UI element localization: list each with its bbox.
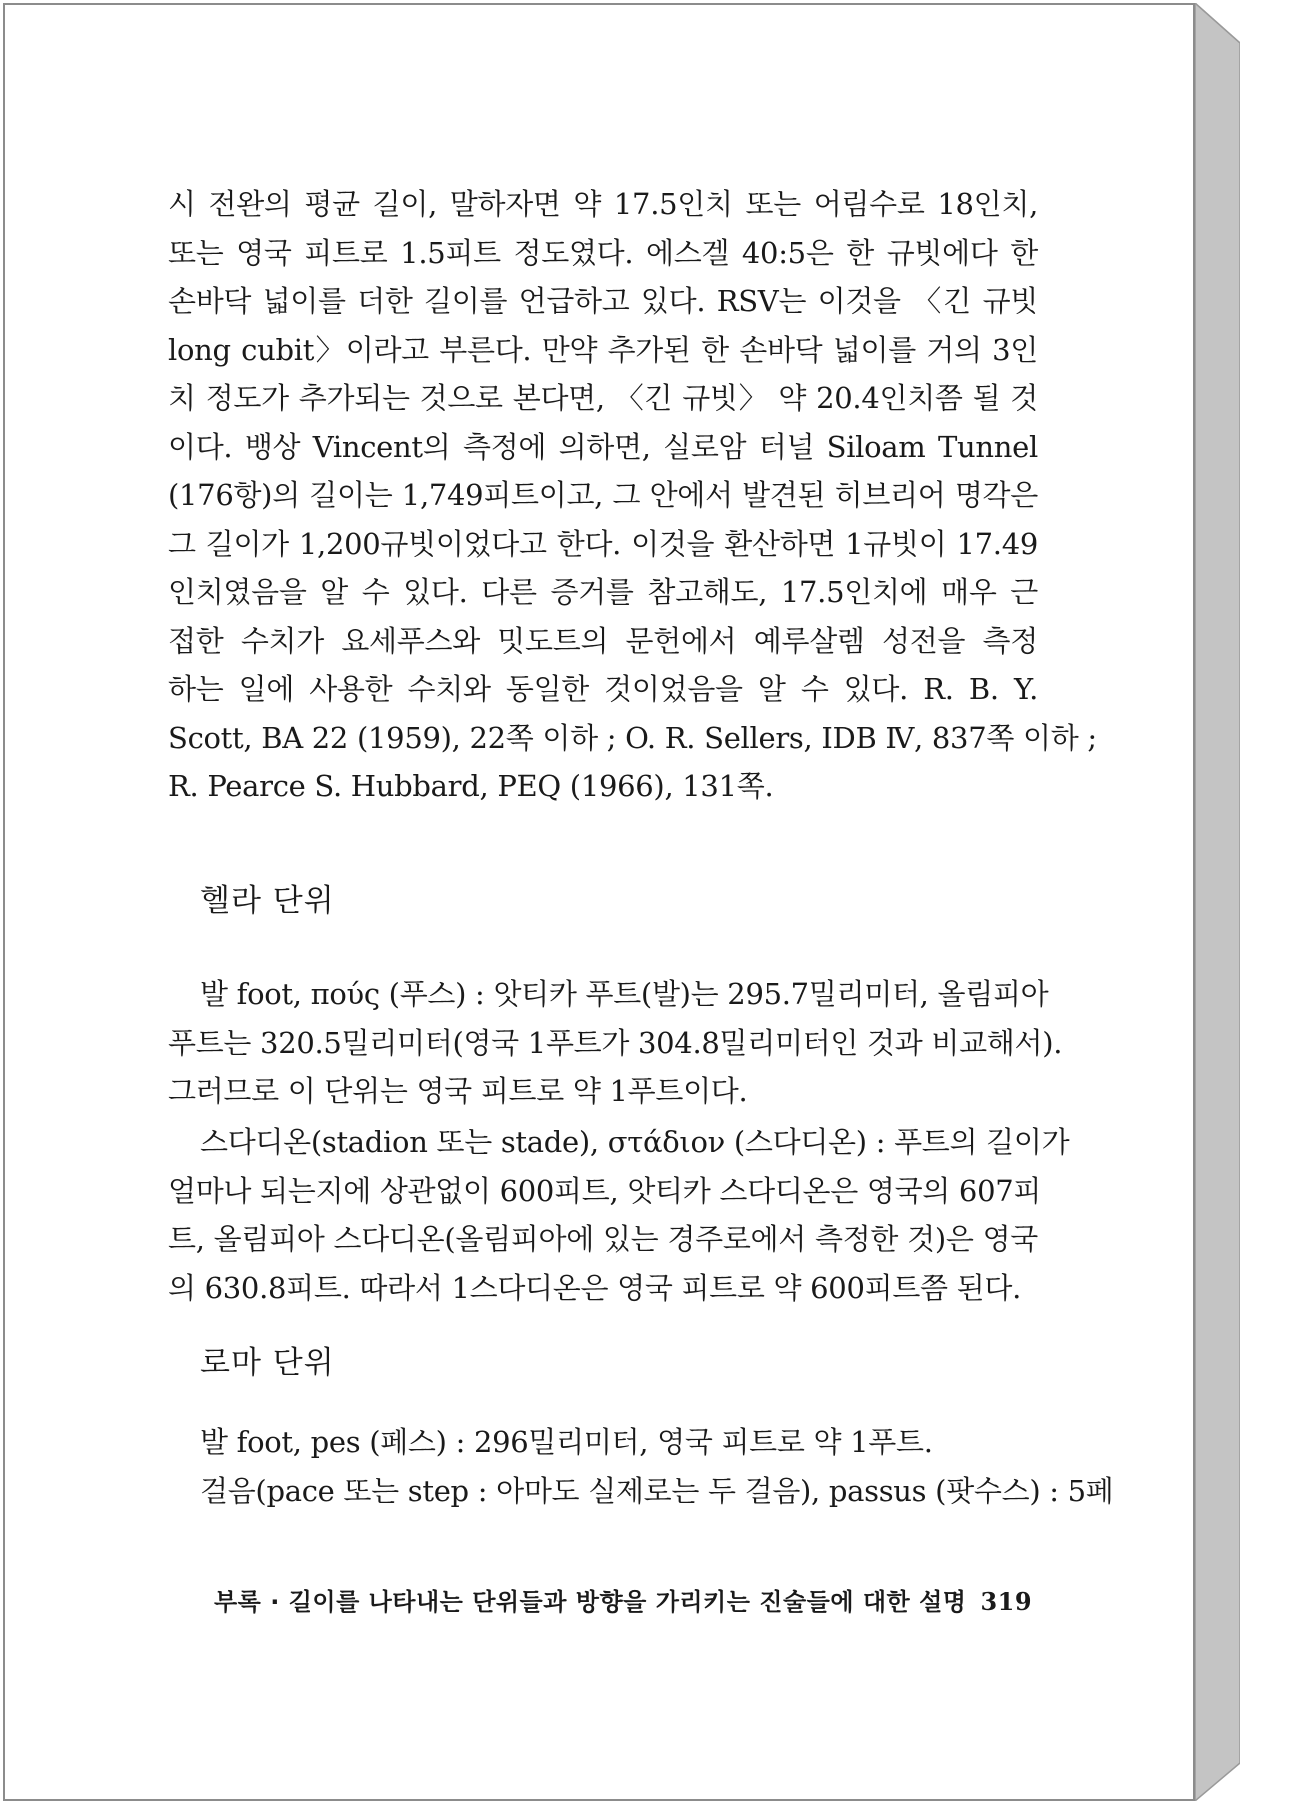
text-line: 푸트는 320.5밀리미터(영국 1푸트가 304.8밀리미터인 것과 비교해서). <box>168 1025 1063 1060</box>
paragraph-roman-units <box>168 1418 1114 1515</box>
text-line: 의 630.8피트. 따라서 1스다디온은 영국 피트로 약 600피트쯤 된다. <box>168 1270 1022 1305</box>
page-number: 319 <box>980 1587 1033 1616</box>
text-line: 트, 올림피아 스다디온(올림피아에 있는 경주로에서 측정한 것)은 영국 <box>168 1222 1038 1256</box>
page-edge-shadow <box>1195 3 1240 1801</box>
paragraph-greek-foot-body <box>168 970 1063 1116</box>
text-line: 그 길이가 1,200규빗이었다고 한다. 이것을 환산하면 1규빗이 17.49 <box>168 526 1038 561</box>
text-line: 치 정도가 추가되는 것으로 본다면, 〈긴 규빗〉 약 20.4인치쯤 될 것 <box>168 381 1038 415</box>
text-line: 그러므로 이 단위는 영국 피트로 약 1푸트이다. <box>168 1074 748 1108</box>
section-heading-greek-units: 헬라 단위 <box>200 883 335 919</box>
section-heading-roman-units: 로마 단위 <box>200 1345 335 1381</box>
text-line: 하는 일에 사용한 수치와 동일한 것이었음을 알 수 있다. R. B. Y. <box>168 672 1038 706</box>
text-line: R. Pearce S. Hubbard, PEQ (1966), 131쪽. <box>168 769 774 803</box>
text-line: 인치였음을 알 수 있다. 다른 증거를 참고해도, 17.5인치에 매우 근 <box>168 575 1038 609</box>
text-line: (176항)의 길이는 1,749피트이고, 그 안에서 발견된 히브리어 명각은 <box>168 478 1038 512</box>
text-line: long cubit〉이라고 부른다. 만약 추가된 한 손바닥 넓이를 거의 3인 <box>168 332 1038 367</box>
text-line: 접한 수치가 요세푸스와 밋도트의 문헌에서 예루살렘 성전을 측정 <box>168 623 1038 658</box>
text-line: 또는 영국 피트로 1.5피트 정도였다. 에스겔 40:5은 한 규빗에다 한 <box>168 235 1038 270</box>
text-line: 발 foot, pes (페스) : 296밀리미터, 영국 피트로 약 1푸트. <box>200 1425 933 1459</box>
text-line: 스다디온(stadion 또는 stade), στάδιον (스다디온) : 푸트의 길이가 <box>200 1125 1070 1159</box>
text-line: 손바닥 넓이를 더한 길이를 언급하고 있다. RSV는 이것을 〈긴 규빗 <box>168 284 1038 318</box>
text-line: 이다. 뱅상 Vincent의 측정에 의하면, 실로암 터널 Siloam Tunnel <box>168 429 1038 464</box>
paragraph-greek-stadion <box>168 1118 1070 1312</box>
running-title: 부록 · 길이를 나타내는 단위들과 방향을 가리키는 진술들에 대한 설명 <box>214 1588 967 1616</box>
running-footer <box>214 1582 1033 1617</box>
text-line: Scott, BA 22 (1959), 22쪽 이하 ; O. R. Sellers, IDB Ⅳ, 837쪽 이하 ; <box>168 720 1097 755</box>
text-line: 시 전완의 평균 길이, 말하자면 약 17.5인치 또는 어림수로 18인치, <box>168 187 1038 221</box>
text-line: 얼마나 되는지에 상관없이 600피트, 앗티카 스다디온은 영국의 607피 <box>168 1173 1042 1208</box>
text-line: 걸음(pace 또는 step : 아마도 실제로는 두 걸음), passus (팟수스) : 5페 <box>200 1473 1114 1508</box>
text-line: 발 foot, πούς (푸스) : 앗티카 푸트(발)는 295.7밀리미터, 올림피아 <box>200 977 1049 1011</box>
paragraph-cubit-measurements <box>168 180 1097 811</box>
